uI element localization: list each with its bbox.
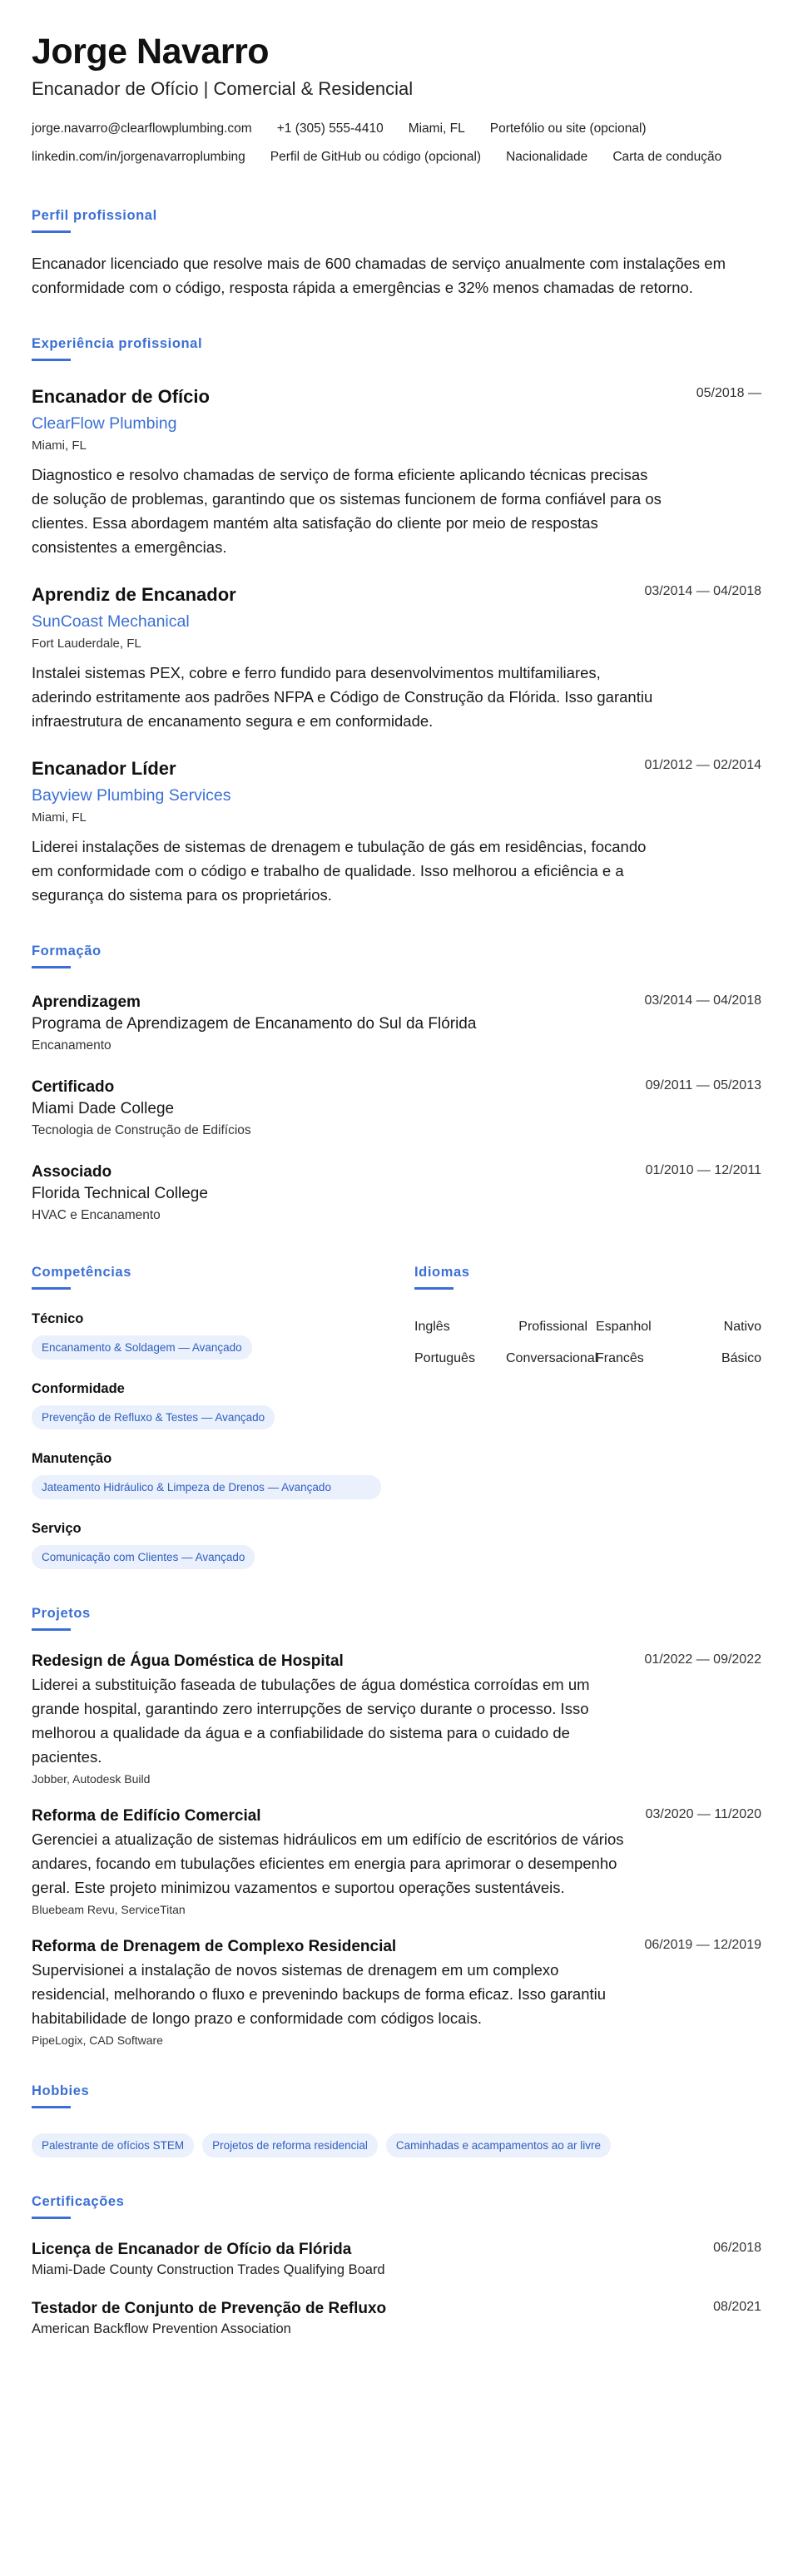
- project-description: Liderei a substituição faseada de tubulações de água doméstica corroídas em um grande hospital, garantindo zero interrupções de serviço durante o processo. Isso melhorou a qualidade da água e a confiabilidade do sistema para o cuidado de pacientes.: [32, 1676, 590, 1766]
- section-divider: [32, 1628, 71, 1631]
- project-description: Supervisionei a instalação de novos sistemas de drenagem em um complexo residencial, melhorando o fluxo e prevenindo backups de forma eficaz. Isso garantiu habitabilidade de longo prazo e conformidade com códigos locais.: [32, 1961, 607, 2027]
- skill-group: [32, 1381, 381, 1429]
- section-divider: [414, 1287, 453, 1290]
- section-title: Hobbies: [32, 2083, 90, 2098]
- contact-email[interactable]: jorge.navarro@clearflowplumbing.com: [32, 121, 252, 136]
- job-description: Instalei sistemas PEX, cobre e ferro fundido para desenvolvimentos multifamiliares, aderindo estritamente aos padrões NFPA e Código de Construção da Flórida. Isso garantiu infraestrutura de encanamento segura e em conformidade.: [32, 664, 653, 730]
- section-divider: [32, 966, 71, 968]
- language-row: [414, 1311, 761, 1343]
- skill-chip: Jateamento Hidráulico & Limpeza de Drenos — Avançado: [32, 1475, 381, 1499]
- project-date: 03/2020 — 11/2020: [645, 1807, 761, 1821]
- language-row: [414, 1343, 761, 1375]
- languages-section: [414, 1265, 761, 1569]
- job-company[interactable]: SunCoast Mechanical: [32, 612, 190, 631]
- language-name: Inglês: [414, 1320, 450, 1334]
- contact-nationality: Nacionalidade: [506, 150, 588, 164]
- project-title: Redesign de Água Doméstica de Hospital: [32, 1652, 344, 1670]
- education-school: Programa de Aprendizagem de Encanamento do Sul da Flórida: [32, 1015, 477, 1033]
- project-entry: [32, 1807, 761, 1916]
- section-title: Idiomas: [414, 1265, 470, 1280]
- project-tools: Bluebeam Revu, ServiceTitan: [32, 1903, 186, 1916]
- job-entry: [32, 758, 761, 907]
- education-field: Encanamento: [32, 1038, 112, 1053]
- contact-github[interactable]: Perfil de GitHub ou código (opcional): [270, 150, 482, 164]
- hobbies-section: [32, 2083, 761, 2157]
- job-date: 03/2014 — 04/2018: [644, 584, 761, 598]
- project-description: Gerenciei a atualização de sistemas hidráulicos em um edifício de escritórios de vários andares, focando em tubulações eficientes em energia para aprimorar o desempenho geral. Este projeto minimizou vazamentos e suportou operações sustentáveis.: [32, 1830, 624, 1896]
- hobbies-list: [32, 2125, 761, 2157]
- candidate-headline: Encanador de Ofício | Comercial & Residencial: [32, 78, 414, 99]
- skill-group: [32, 1451, 381, 1499]
- project-tools: Jobber, Autodesk Build: [32, 1772, 151, 1786]
- skill-group: [32, 1521, 381, 1569]
- section-title: Perfil profissional: [32, 208, 157, 223]
- contact-portfolio[interactable]: Portefólio ou site (opcional): [489, 121, 647, 136]
- job-location: Miami, FL: [32, 810, 87, 825]
- skill-category: Conformidade: [32, 1381, 125, 1396]
- project-date: 01/2022 — 09/2022: [644, 1652, 761, 1667]
- job-date: 05/2018 —: [696, 386, 761, 400]
- skill-group: [32, 1311, 381, 1360]
- resume-header: [32, 30, 761, 171]
- job-entry: [32, 584, 761, 733]
- section-title: Projetos: [32, 1606, 91, 1621]
- skills-languages-row: [32, 1265, 761, 1569]
- language-level: Conversacional: [506, 1351, 598, 1365]
- education-field: Tecnologia de Construção de Edifícios: [32, 1123, 251, 1137]
- project-entry: [32, 1652, 761, 1786]
- section-divider: [32, 359, 71, 361]
- contact-phone[interactable]: +1 (305) 555-4410: [276, 121, 384, 136]
- education-school: Florida Technical College: [32, 1185, 208, 1202]
- education-degree: Aprendizagem: [32, 993, 141, 1011]
- section-divider: [32, 230, 71, 233]
- contact-location: Miami, FL: [408, 121, 465, 136]
- skill-category: Manutenção: [32, 1451, 112, 1466]
- skill-chip: Comunicação com Clientes — Avançado: [32, 1545, 255, 1569]
- contact-driving-license: Carta de condução: [612, 150, 722, 164]
- languages-table: [414, 1311, 761, 1375]
- skills-section: [32, 1265, 381, 1569]
- profile-section: [32, 208, 761, 300]
- job-description: Liderei instalações de sistemas de drenagem e tubulação de gás em residências, focando em conformidade com o código e trabalho de qualidade. Isso melhorou a eficiência e a segurança do sistema para os proprietários.: [32, 838, 647, 904]
- education-date: 03/2014 — 04/2018: [644, 993, 761, 1008]
- section-title: Experiência profissional: [32, 336, 203, 351]
- certification-name: Testador de Conjunto de Prevenção de Refluxo: [32, 2300, 387, 2317]
- section-divider: [32, 1287, 71, 1290]
- job-location: Miami, FL: [32, 438, 87, 453]
- language-level: Profissional: [518, 1320, 587, 1334]
- certification-name: Licença de Encanador de Ofício da Flórida: [32, 2241, 352, 2258]
- education-entry: [32, 1163, 761, 1223]
- skill-chip: Encanamento & Soldagem — Avançado: [32, 1335, 252, 1360]
- job-company[interactable]: ClearFlow Plumbing: [32, 414, 177, 433]
- education-date: 01/2010 — 12/2011: [645, 1163, 761, 1177]
- job-company[interactable]: Bayview Plumbing Services: [32, 786, 231, 805]
- skill-chip: Prevenção de Refluxo & Testes — Avançado: [32, 1405, 275, 1429]
- education-entry: [32, 993, 761, 1053]
- skill-category: Técnico: [32, 1311, 84, 1326]
- language-level: Nativo: [723, 1320, 761, 1334]
- contact-linkedin[interactable]: linkedin.com/in/jorgenavarroplumbing: [32, 150, 245, 164]
- education-field: HVAC e Encanamento: [32, 1208, 161, 1222]
- certification-date: 08/2021: [713, 2300, 761, 2314]
- hobby-chip: Palestrante de ofícios STEM: [32, 2133, 194, 2157]
- certification-entry: [32, 2241, 761, 2278]
- contact-info: [32, 115, 761, 171]
- certifications-section: [32, 2194, 761, 2337]
- job-date: 01/2012 — 02/2014: [644, 758, 761, 772]
- education-date: 09/2011 — 05/2013: [645, 1078, 761, 1092]
- section-title: Competências: [32, 1265, 131, 1280]
- candidate-name: Jorge Navarro: [32, 32, 270, 72]
- section-title: Formação: [32, 944, 102, 959]
- projects-section: [32, 1606, 761, 2047]
- education-school: Miami Dade College: [32, 1100, 175, 1117]
- project-title: Reforma de Drenagem de Complexo Residencial: [32, 1938, 397, 1955]
- certification-entry: [32, 2300, 761, 2337]
- skill-category: Serviço: [32, 1521, 82, 1536]
- education-entry: [32, 1078, 761, 1138]
- job-title: Aprendiz de Encanador: [32, 584, 236, 605]
- job-description: Diagnostico e resolvo chamadas de serviço de forma eficiente aplicando técnicas precisas de solução de problemas, garantindo que os sistemas funcionem de forma confiável para os clientes. Essa abordagem mantém alta satisfação do cliente por meio de respostas consistentes a emergências.: [32, 466, 662, 556]
- education-degree: Certificado: [32, 1078, 115, 1096]
- language-level: Básico: [721, 1351, 761, 1365]
- language-name: Português: [414, 1351, 475, 1365]
- section-divider: [32, 2106, 71, 2108]
- project-title: Reforma de Edifício Comercial: [32, 1807, 261, 1825]
- project-tools: PipeLogix, CAD Software: [32, 2034, 163, 2047]
- section-divider: [32, 2217, 71, 2219]
- hobby-chip: Projetos de reforma residencial: [202, 2133, 378, 2157]
- profile-summary: Encanador licenciado que resolve mais de 600 chamadas de serviço anualmente com instalações em conformidade com o código, resposta rápida a emergências e 32% menos chamadas de retorno.: [32, 255, 726, 296]
- education-section: [32, 944, 761, 1223]
- section-title: Certificações: [32, 2194, 125, 2209]
- project-date: 06/2019 — 12/2019: [644, 1938, 761, 1952]
- language-name: Espanhol: [596, 1320, 652, 1334]
- education-degree: Associado: [32, 1163, 112, 1181]
- project-entry: [32, 1938, 761, 2047]
- certification-issuer: American Backflow Prevention Association: [32, 2321, 291, 2336]
- certification-issuer: Miami-Dade County Construction Trades Qualifying Board: [32, 2262, 385, 2277]
- job-title: Encanador de Ofício: [32, 386, 210, 407]
- job-entry: [32, 386, 761, 559]
- job-location: Fort Lauderdale, FL: [32, 637, 141, 651]
- language-name: Francês: [596, 1351, 644, 1365]
- job-title: Encanador Líder: [32, 758, 176, 779]
- certification-date: 06/2018: [713, 2241, 761, 2255]
- experience-section: [32, 336, 761, 907]
- hobby-chip: Caminhadas e acampamentos ao ar livre: [386, 2133, 611, 2157]
